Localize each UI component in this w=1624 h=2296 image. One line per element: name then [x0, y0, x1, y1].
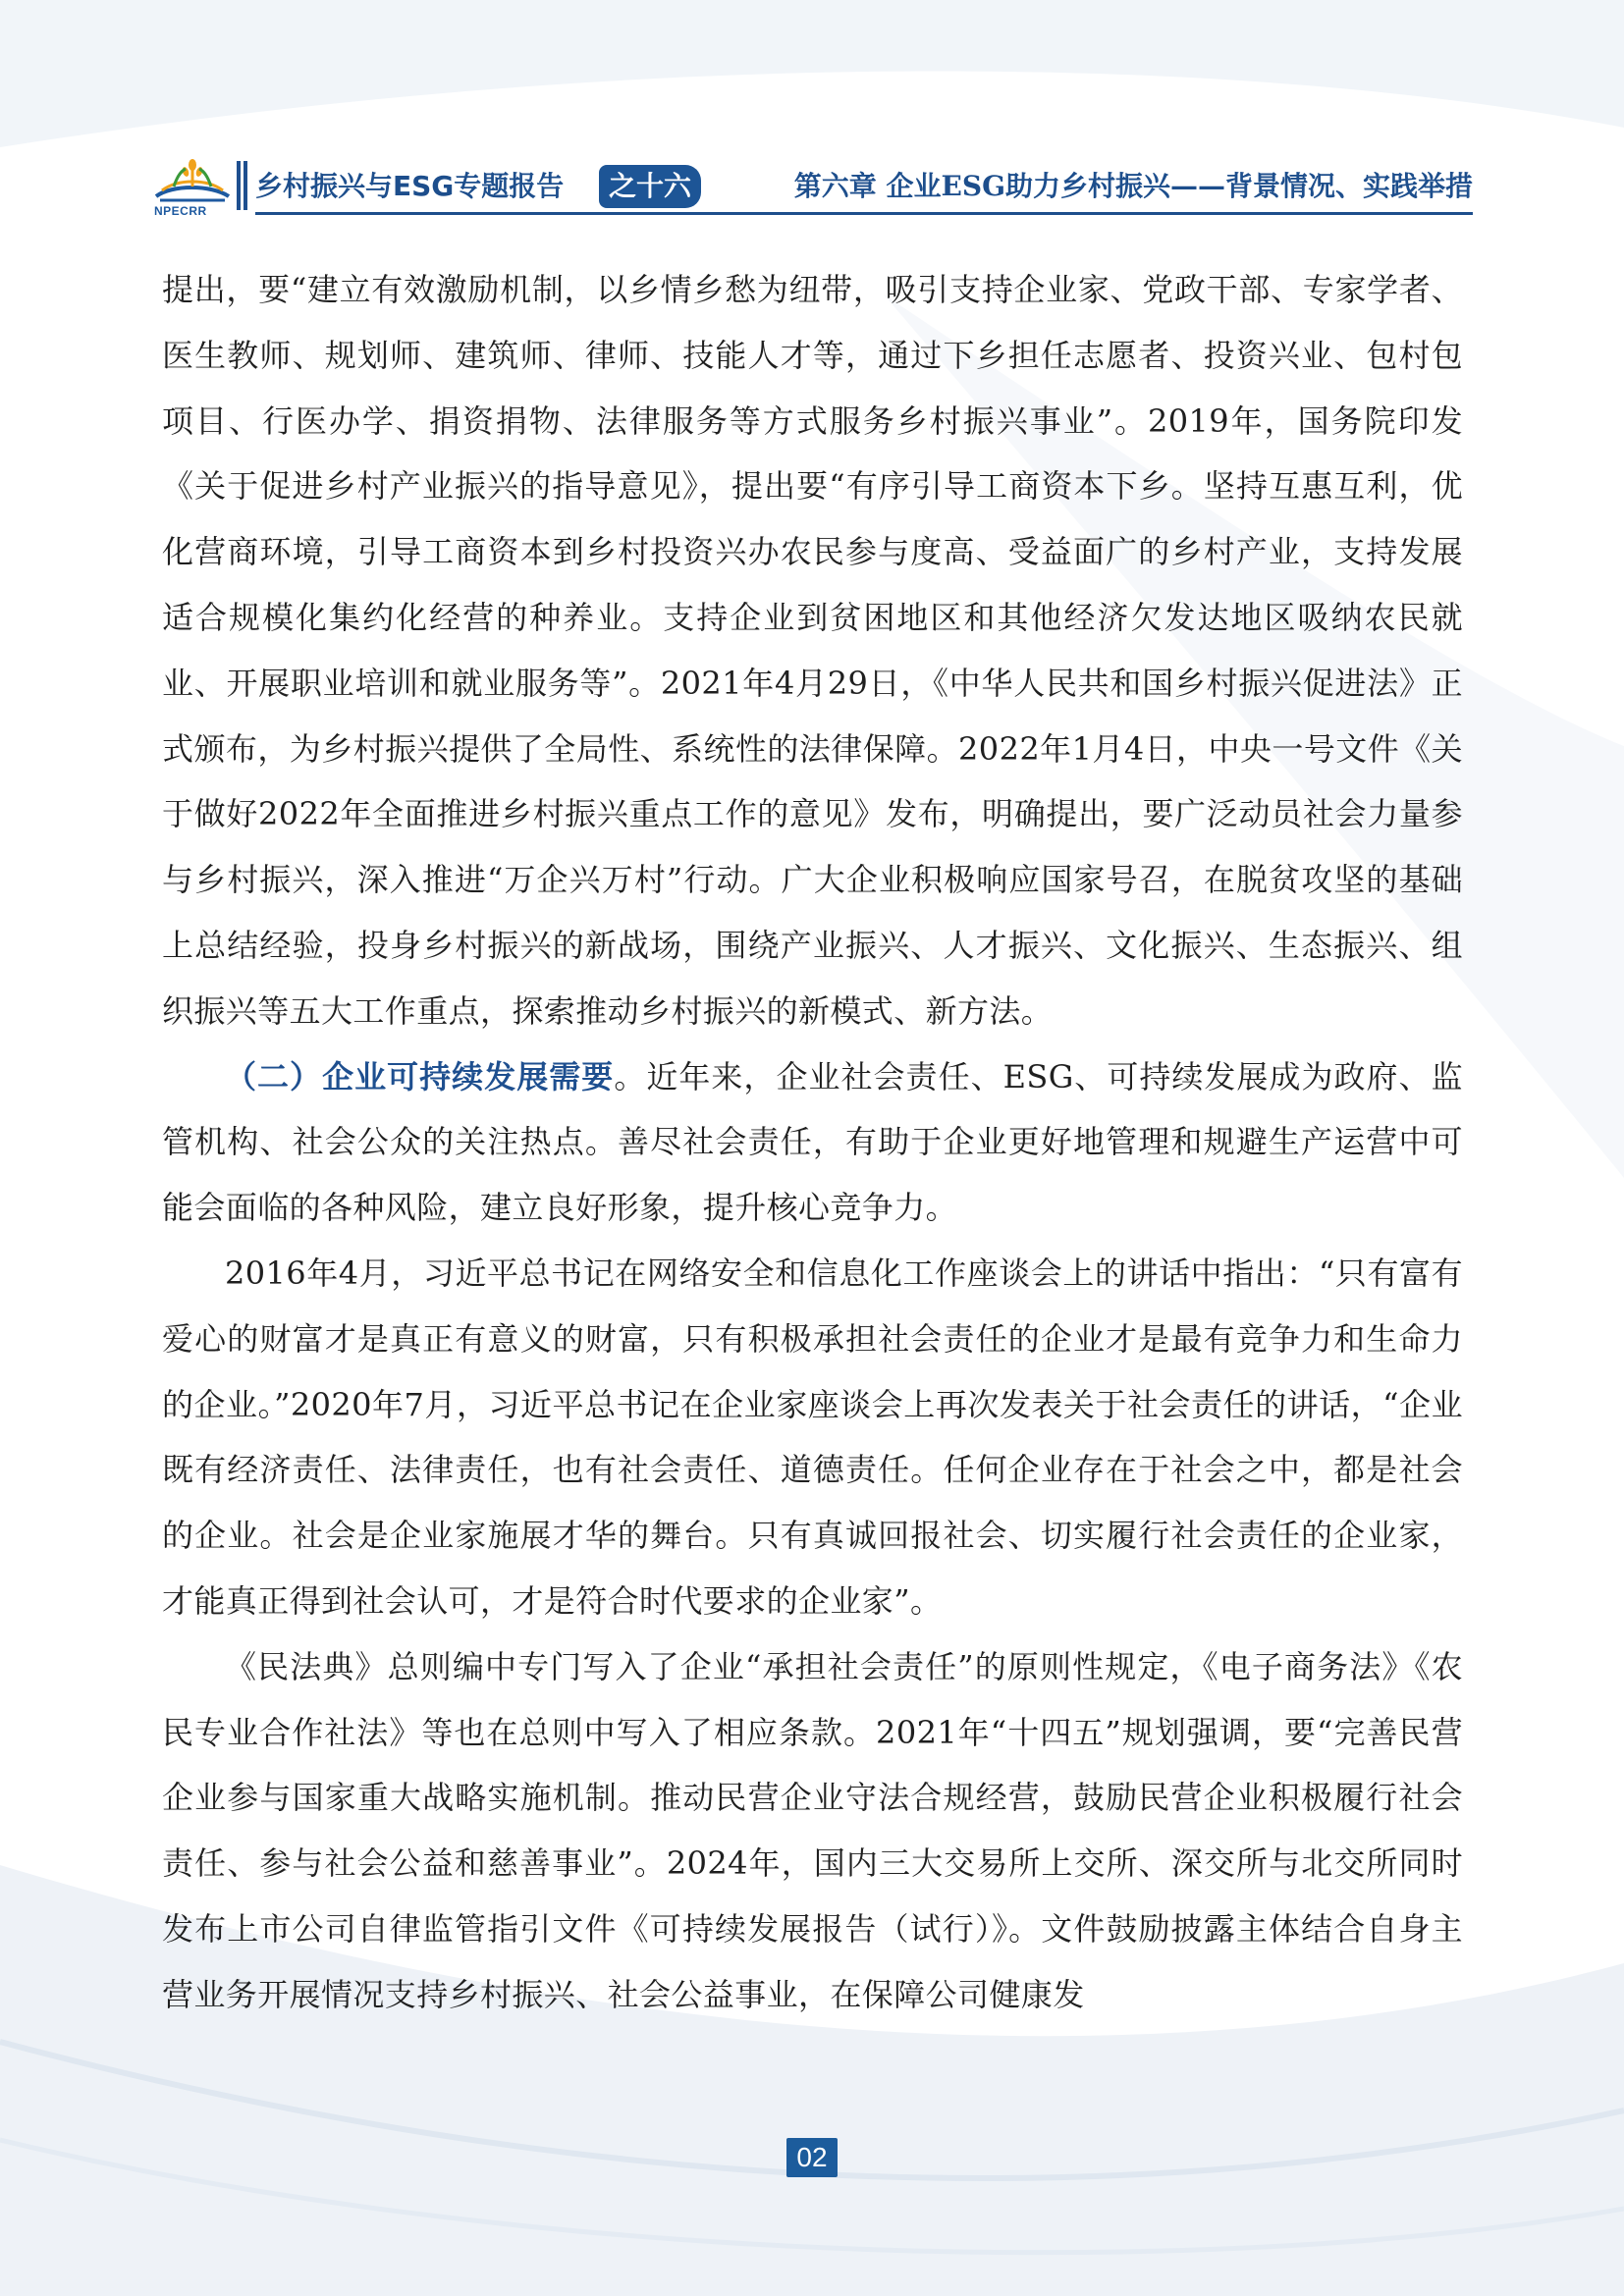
page-header	[152, 157, 1473, 218]
page-number: 02	[786, 2138, 838, 2177]
paragraph-3: 2016年4月，习近平总书记在网络安全和信息化工作座谈会上的讲话中指出：“只有富有爱心的财富才是真正有意义的财富，只有积极承担社会责任的企业才是最有竞争力和生命力的企业。”2020年7月，习近平总书记在企业家座谈会上再次发表关于社会责任的讲话，“企业既有经济责任、法律责任，也有社会责任、道德责任。任何企业存在于社会之中，都是社会的企业。社会是企业家施展才华的舞台。只有真诚回报社会、切实履行社会责任的企业家，才能真正得到社会认可，才是符合时代要求的企业家”。	[162, 1254, 1463, 1620]
body-content	[162, 257, 1463, 2028]
npecrr-logo	[152, 157, 233, 222]
series-title: 乡村振兴与ESG专题报告	[255, 170, 565, 202]
paragraph-2	[162, 1044, 1463, 1241]
wheat-logo-icon	[152, 157, 233, 204]
paragraph-4: 《民法典》总则编中专门写入了企业“承担社会责任”的原则性规定，《电子商务法》《农民专业合作社法》等也在总则中写入了相应条款。2021年“十四五”规划强调，要“完善民营企业参与国家重大战略实施机制。推动民营企业守法合规经营，鼓励民营企业积极履行社会责任、参与社会公益和慈善事业”。2024年，国内三大交易所上交所、深交所与北交所同时发布上市公司自律监管指引文件《可持续发展报告（试行）》。文件鼓励披露主体结合自身主营业务开展情况支持乡村振兴、社会公益事业，在保障公司健康发	[162, 1647, 1463, 2013]
section-heading: （二）企业可持续发展需要	[225, 1057, 615, 1095]
logo-text: NPECRR	[154, 204, 207, 218]
paragraph-1: 提出，要“建立有效激励机制，以乡情乡愁为纽带，吸引支持企业家、党政干部、专家学者、医生教师、规划师、建筑师、律师、技能人才等，通过下乡担任志愿者、投资兴业、包村包项目、行医办学、捐资捐物、法律服务等方式服务乡村振兴事业”。2019年，国务院印发《关于促进乡村产业振兴的指导意见》，提出要“有序引导工商资本下乡。坚持互惠互利，优化营商环境，引导工商资本到乡村投资兴办农民参与度高、受益面广的乡村产业，支持发展适合规模化集约化经营的种养业。支持企业到贫困地区和其他经济欠发达地区吸纳农民就业、开展职业培训和就业服务等”。2021年4月29日，《中华人民共和国乡村振兴促进法》正式颁布，为乡村振兴提供了全局性、系统性的法律保障。2022年1月4日，中央一号文件《关于做好2022年全面推进乡村振兴重点工作的意见》发布，明确提出，要广泛动员社会力量参与乡村振兴，深入推进“万企兴万村”行动。广大企业积极响应国家号召，在脱贫攻坚的基础上总结经验，投身乡村振兴的新战场，围绕产业振兴、人才振兴、文化振兴、生态振兴、组织振兴等五大工作重点，探索推动乡村振兴的新模式、新方法。	[162, 271, 1463, 1030]
header-underline	[255, 212, 1473, 215]
series-number-tag: 之十六	[599, 165, 701, 208]
paragraph-2-text: 。近年来，企业社会责任、ESG、可持续发展成为政府、监管机构、社会公众的关注热点。善尽社会责任，有助于企业更好地管理和规避生产运营中可能会面临的各种风险，建立良好形象，提升核心竞争力。	[162, 1057, 1463, 1227]
header-divider-bars	[237, 161, 250, 210]
chapter-title: 第六章 企业ESG助力乡村振兴——背景情况、实践举措	[793, 170, 1473, 202]
